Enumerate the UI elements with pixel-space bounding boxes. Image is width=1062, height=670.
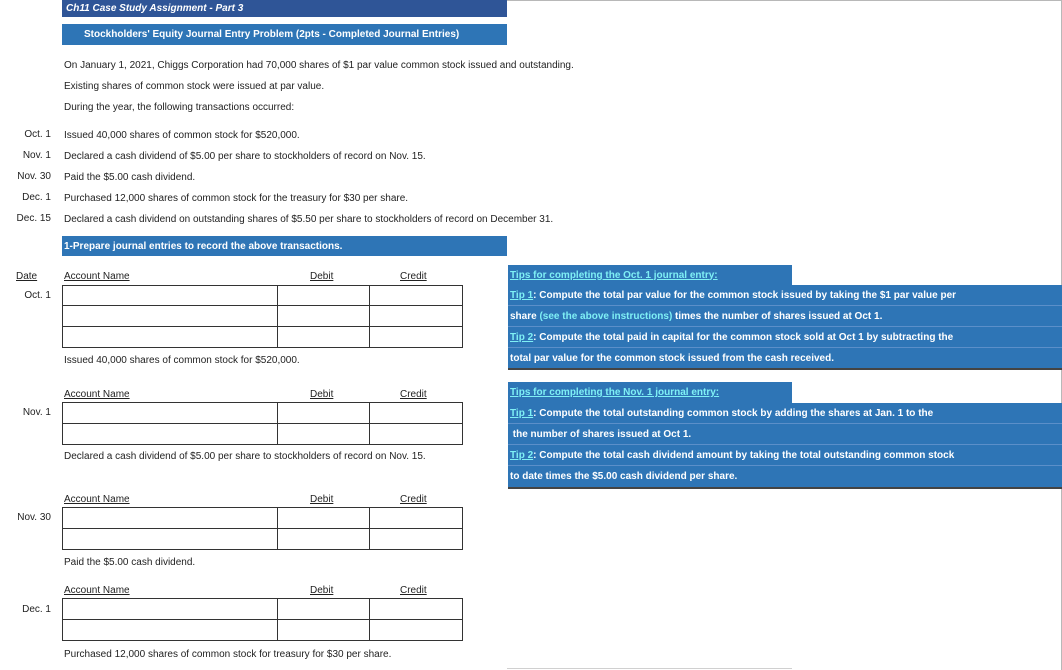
tips-title-nov1: Tips for completing the Nov. 1 journal entry:	[508, 382, 792, 403]
entry-date: Oct. 1	[24, 290, 51, 301]
transaction-text: Paid the $5.00 cash dividend.	[64, 172, 196, 183]
tip-line	[510, 311, 882, 322]
tip-text: : Compute the total par value for the common stock issued by taking the $1 par value per	[533, 290, 957, 301]
credit-cell[interactable]	[369, 598, 463, 620]
credit-cell[interactable]	[369, 285, 463, 306]
tip-line	[510, 332, 953, 343]
tip-separator	[508, 347, 1062, 348]
tip-text: the number of shares issued at Oct 1.	[510, 429, 692, 440]
date-column-header: Date	[16, 271, 38, 282]
transaction-date: Oct. 1	[24, 129, 51, 140]
entry-date: Dec. 1	[22, 604, 51, 615]
tip-text: : Compute the total paid in capital for the common stock sold at Oct 1 by subtracting the	[533, 332, 954, 343]
entry-date: Nov. 1	[22, 407, 51, 418]
tip-label: Tip 2	[510, 450, 534, 461]
account-name-cell[interactable]	[62, 423, 278, 445]
account-column-header: Account Name	[64, 585, 130, 596]
account-name-cell[interactable]	[62, 285, 278, 306]
account-column-header: Account Name	[64, 494, 130, 505]
transaction-text: Issued 40,000 shares of common stock for $520,000.	[64, 130, 300, 141]
debit-column-header: Debit	[310, 585, 334, 596]
credit-cell[interactable]	[369, 305, 463, 327]
tip-text: : Compute the total cash dividend amount by taking the total outstanding common stock	[533, 450, 955, 461]
credit-cell[interactable]	[369, 507, 463, 529]
intro-line-2: Existing shares of common stock were issued at par value.	[64, 81, 325, 92]
entry-description: Purchased 12,000 shares of common stock for treasury for $30 per share.	[64, 649, 392, 660]
tips-title-oct1: Tips for completing the Oct. 1 journal entry:	[508, 265, 792, 285]
account-name-cell[interactable]	[62, 305, 278, 327]
tips-box-oct1	[508, 285, 1062, 370]
transaction-date: Dec. 15	[16, 213, 51, 224]
tip-line	[510, 408, 933, 419]
debit-column-header: Debit	[310, 271, 334, 282]
tip-line	[510, 471, 737, 482]
credit-cell[interactable]	[369, 402, 463, 424]
tip-text: : Compute the total outstanding common stock by adding the shares at Jan. 1 to the	[533, 408, 934, 419]
credit-cell[interactable]	[369, 326, 463, 348]
tip-separator	[508, 305, 1062, 306]
transaction-text: Declared a cash dividend on outstanding shares of $5.50 per share to stockholders of record on December 31.	[64, 214, 554, 225]
tip-separator	[508, 444, 1062, 445]
tip-separator	[508, 423, 1062, 424]
tip-highlight: (see the above instructions)	[539, 311, 673, 322]
tip-text: to date times the $5.00 cash dividend per share.	[510, 471, 738, 482]
tip-label: Tip 1	[510, 290, 534, 301]
account-name-cell[interactable]	[62, 326, 278, 348]
debit-cell[interactable]	[277, 285, 370, 306]
frame-top-border	[507, 0, 1062, 1]
credit-column-header: Credit	[400, 389, 427, 400]
tip-separator	[508, 465, 1062, 466]
account-name-cell[interactable]	[62, 402, 278, 424]
intro-line-3: During the year, the following transactions occurred:	[64, 102, 295, 113]
transaction-date: Nov. 1	[22, 150, 51, 161]
debit-cell[interactable]	[277, 528, 370, 550]
debit-cell[interactable]	[277, 598, 370, 620]
transaction-text: Declared a cash dividend of $5.00 per share to stockholders of record on Nov. 15.	[64, 151, 426, 162]
account-name-cell[interactable]	[62, 507, 278, 529]
debit-column-header: Debit	[310, 494, 334, 505]
credit-column-header: Credit	[400, 271, 427, 282]
assignment-title: Ch11 Case Study Assignment - Part 3	[62, 0, 507, 17]
account-column-header: Account Name	[64, 271, 130, 282]
tip-text: times the number of shares issued at Oct 1.	[672, 311, 883, 322]
tip-text: total par value for the common stock issued from the cash received.	[510, 353, 834, 364]
debit-cell[interactable]	[277, 402, 370, 424]
debit-cell[interactable]	[277, 305, 370, 327]
tip-text: share	[510, 311, 540, 322]
credit-cell[interactable]	[369, 619, 463, 641]
frame-bottom-border	[507, 668, 792, 669]
tip-line	[510, 290, 956, 301]
credit-cell[interactable]	[369, 528, 463, 550]
debit-cell[interactable]	[277, 423, 370, 445]
tip-line	[510, 450, 954, 461]
credit-column-header: Credit	[400, 494, 427, 505]
tip-label: Tip 1	[510, 408, 534, 419]
debit-cell[interactable]	[277, 619, 370, 641]
tips-box-nov1	[508, 403, 1062, 489]
account-name-cell[interactable]	[62, 619, 278, 641]
debit-cell[interactable]	[277, 507, 370, 529]
transaction-date: Dec. 1	[22, 192, 51, 203]
debit-column-header: Debit	[310, 389, 334, 400]
intro-line-1: On January 1, 2021, Chiggs Corporation had 70,000 shares of $1 par value common stock issued and outstanding.	[64, 60, 574, 71]
account-name-cell[interactable]	[62, 528, 278, 550]
section-header: 1-Prepare journal entries to record the above transactions.	[62, 236, 507, 256]
entry-date: Nov. 30	[17, 512, 51, 523]
entry-description: Issued 40,000 shares of common stock for $520,000.	[64, 355, 300, 366]
tip-separator	[508, 326, 1062, 327]
tip-label: Tip 2	[510, 332, 534, 343]
credit-column-header: Credit	[400, 585, 427, 596]
tip-line	[510, 429, 691, 440]
entry-description: Paid the $5.00 cash dividend.	[64, 557, 196, 568]
account-name-cell[interactable]	[62, 598, 278, 620]
debit-cell[interactable]	[277, 326, 370, 348]
transaction-text: Purchased 12,000 shares of common stock for the treasury for $30 per share.	[64, 193, 409, 204]
account-column-header: Account Name	[64, 389, 130, 400]
tip-line	[510, 353, 834, 364]
problem-subtitle: Stockholders' Equity Journal Entry Problem (2pts - Completed Journal Entries)	[62, 24, 507, 45]
credit-cell[interactable]	[369, 423, 463, 445]
entry-description: Declared a cash dividend of $5.00 per share to stockholders of record on Nov. 15.	[64, 451, 426, 462]
transaction-date: Nov. 30	[17, 171, 51, 182]
